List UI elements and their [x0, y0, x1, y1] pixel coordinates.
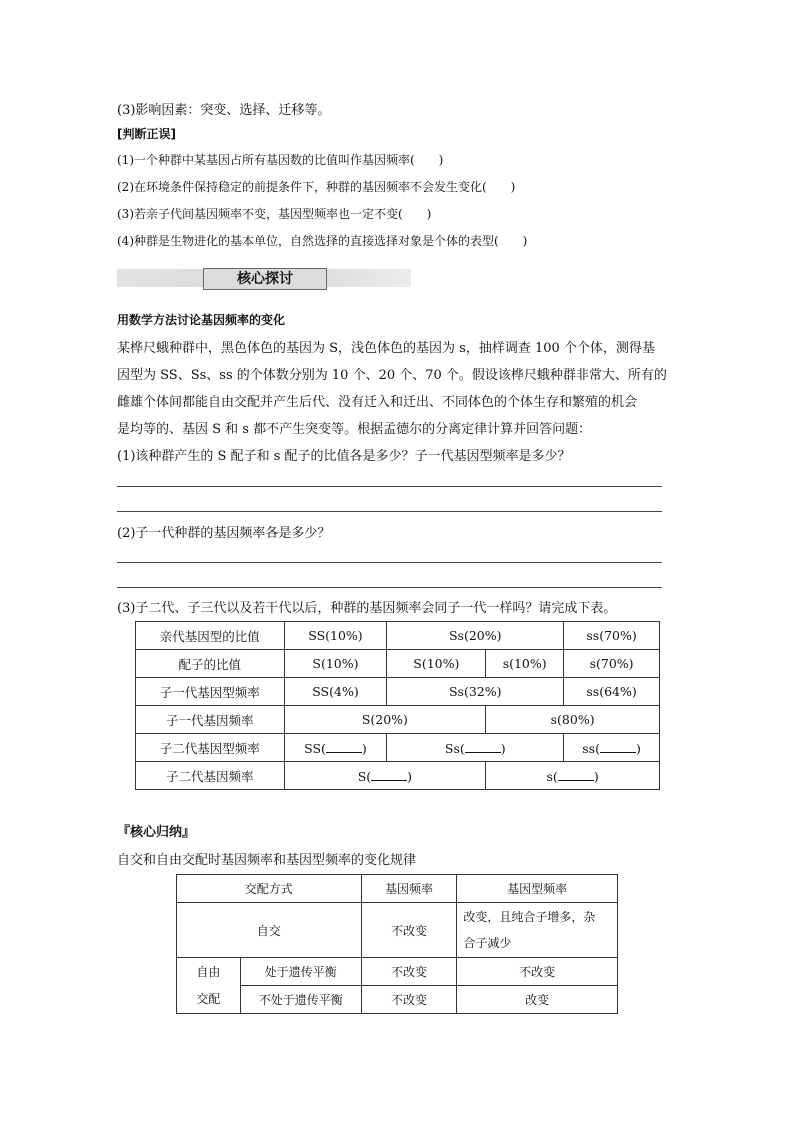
paragraph-line-2: 因型为 SS、Ss、ss 的个体数分别为 10 个、20 个、70 个。假设该桦尺蛾种群非常大、所有的	[117, 368, 667, 383]
paragraph-line-4: 是均等的、基因 S 和 s 都不产生突变等。根据孟德尔的分离定律计算并回答问题：	[117, 422, 592, 437]
table-cell: s(70%)	[564, 650, 660, 678]
answer-line	[117, 562, 662, 563]
blank-field[interactable]	[558, 768, 594, 781]
table-cell: S(10%)	[387, 650, 486, 678]
cell-suffix: )	[500, 740, 506, 756]
blank-field[interactable]	[371, 768, 407, 781]
judge-item-1: (1)一个种群中某基因占所有基因数的比值叫作基因频率( )	[117, 153, 444, 167]
gene-frequency-table	[135, 621, 660, 790]
judge-item-3: (3)若亲子代间基因频率不变，基因型频率也一定不变( )	[117, 207, 432, 221]
row-label: 配子的比值	[136, 650, 285, 678]
header-cell: 基因型频率	[457, 875, 618, 903]
table-cell: ss(70%)	[564, 622, 660, 650]
cell-line: 改变，且纯合子增多，杂	[463, 910, 596, 924]
table-cell	[457, 903, 618, 958]
header-cell: 基因频率	[361, 875, 457, 903]
label-line: 交配	[196, 991, 221, 1006]
cell-prefix: S(	[357, 768, 372, 784]
table-cell: S(20%)	[284, 706, 486, 734]
blank-field[interactable]	[465, 740, 501, 753]
question-3: (3)子二代、子三代以及若干代以后，种群的基因频率会同子一代一样吗？请完成下表。	[117, 601, 617, 616]
table-row	[177, 986, 618, 1014]
table-cell: S(10%)	[284, 650, 387, 678]
fill-blank-cell	[284, 734, 387, 762]
table-row	[136, 734, 660, 762]
judge-heading: [判断正误]	[117, 127, 176, 141]
table-row	[136, 678, 660, 706]
cell-suffix: )	[635, 740, 641, 756]
table-cell: SS(4%)	[284, 678, 387, 706]
table-row	[177, 875, 618, 903]
summary-heading-text: 核心归纳	[130, 825, 183, 840]
table-row	[136, 622, 660, 650]
table-cell: s(80%)	[486, 706, 660, 734]
cell-line: 合子减少	[463, 936, 512, 950]
row-label: 子一代基因频率	[136, 706, 285, 734]
table-row	[177, 903, 618, 958]
question-1: (1)该种群产生的 S 配子和 s 配子的比值各是多少？子一代基因型频率是多少？	[117, 449, 571, 464]
table-row	[136, 706, 660, 734]
table-cell: 不改变	[361, 903, 457, 958]
table-cell: ss(64%)	[564, 678, 660, 706]
cell-prefix: SS(	[304, 740, 326, 756]
table-cell: s(10%)	[486, 650, 564, 678]
label-line: 自由	[196, 964, 221, 979]
sub-label: 处于遗传平衡	[240, 958, 361, 986]
row-label	[177, 958, 241, 1014]
section-banner-title: 核心探讨	[203, 268, 327, 290]
table-row	[136, 650, 660, 678]
header-cell: 交配方式	[177, 875, 362, 903]
answer-line	[117, 587, 662, 588]
cell-suffix: )	[593, 768, 599, 784]
table-cell: 改变	[457, 986, 618, 1014]
judge-item-2: (2)在环境条件保持稳定的前提条件下，种群的基因频率不会发生变化( )	[117, 180, 516, 194]
table-cell: SS(10%)	[284, 622, 387, 650]
row-label: 子一代基因型频率	[136, 678, 285, 706]
fill-blank-cell	[387, 734, 564, 762]
row-label: 子二代基因型频率	[136, 734, 285, 762]
row-label: 自交	[177, 903, 362, 958]
table-cell: 不改变	[361, 986, 457, 1014]
fill-blank-cell	[284, 762, 486, 790]
table-cell: Ss(32%)	[387, 678, 564, 706]
fill-blank-cell	[486, 762, 660, 790]
cell-suffix: )	[407, 768, 413, 784]
cell-prefix: s(	[546, 768, 558, 784]
blank-field[interactable]	[326, 740, 362, 753]
summary-heading	[117, 821, 195, 840]
summary-subtitle: 自交和自由交配时基因频率和基因型频率的变化规律	[117, 853, 417, 868]
heading-bracket-close: 』	[182, 825, 196, 840]
table-cell: Ss(20%)	[387, 622, 564, 650]
cell-suffix: )	[361, 740, 367, 756]
answer-line	[117, 511, 662, 512]
row-label: 子二代基因频率	[136, 762, 285, 790]
table-row	[177, 958, 618, 986]
paragraph-line-1: 某桦尺蛾种群中，黑色体色的基因为 S，浅色体色的基因为 s，抽样调查 100 个个体，测得基	[117, 341, 655, 356]
cell-prefix: Ss(	[444, 740, 465, 756]
answer-line	[117, 486, 662, 487]
row-label: 亲代基因型的比值	[136, 622, 285, 650]
table-row	[136, 762, 660, 790]
discussion-heading: 用数学方法讨论基因频率的变化	[117, 313, 286, 327]
paragraph-line-3: 雌雄个体间都能自由交配并产生后代、没有迁入和迁出、不同体色的个体生存和繁殖的机会	[117, 395, 638, 410]
factor-line: (3)影响因素：突变、选择、迁移等。	[117, 103, 331, 118]
question-2: (2)子一代种群的基因频率各是多少？	[117, 526, 331, 541]
sub-label: 不处于遗传平衡	[240, 986, 361, 1014]
judge-item-4: (4)种群是生物进化的基本单位，自然选择的直接选择对象是个体的表型( )	[117, 234, 528, 248]
fill-blank-cell	[564, 734, 660, 762]
table-cell: 不改变	[361, 958, 457, 986]
heading-bracket-open: 『	[117, 825, 131, 840]
mating-rule-table	[176, 874, 618, 1014]
blank-field[interactable]	[600, 740, 636, 753]
cell-prefix: ss(	[582, 740, 600, 756]
table-cell: 不改变	[457, 958, 618, 986]
